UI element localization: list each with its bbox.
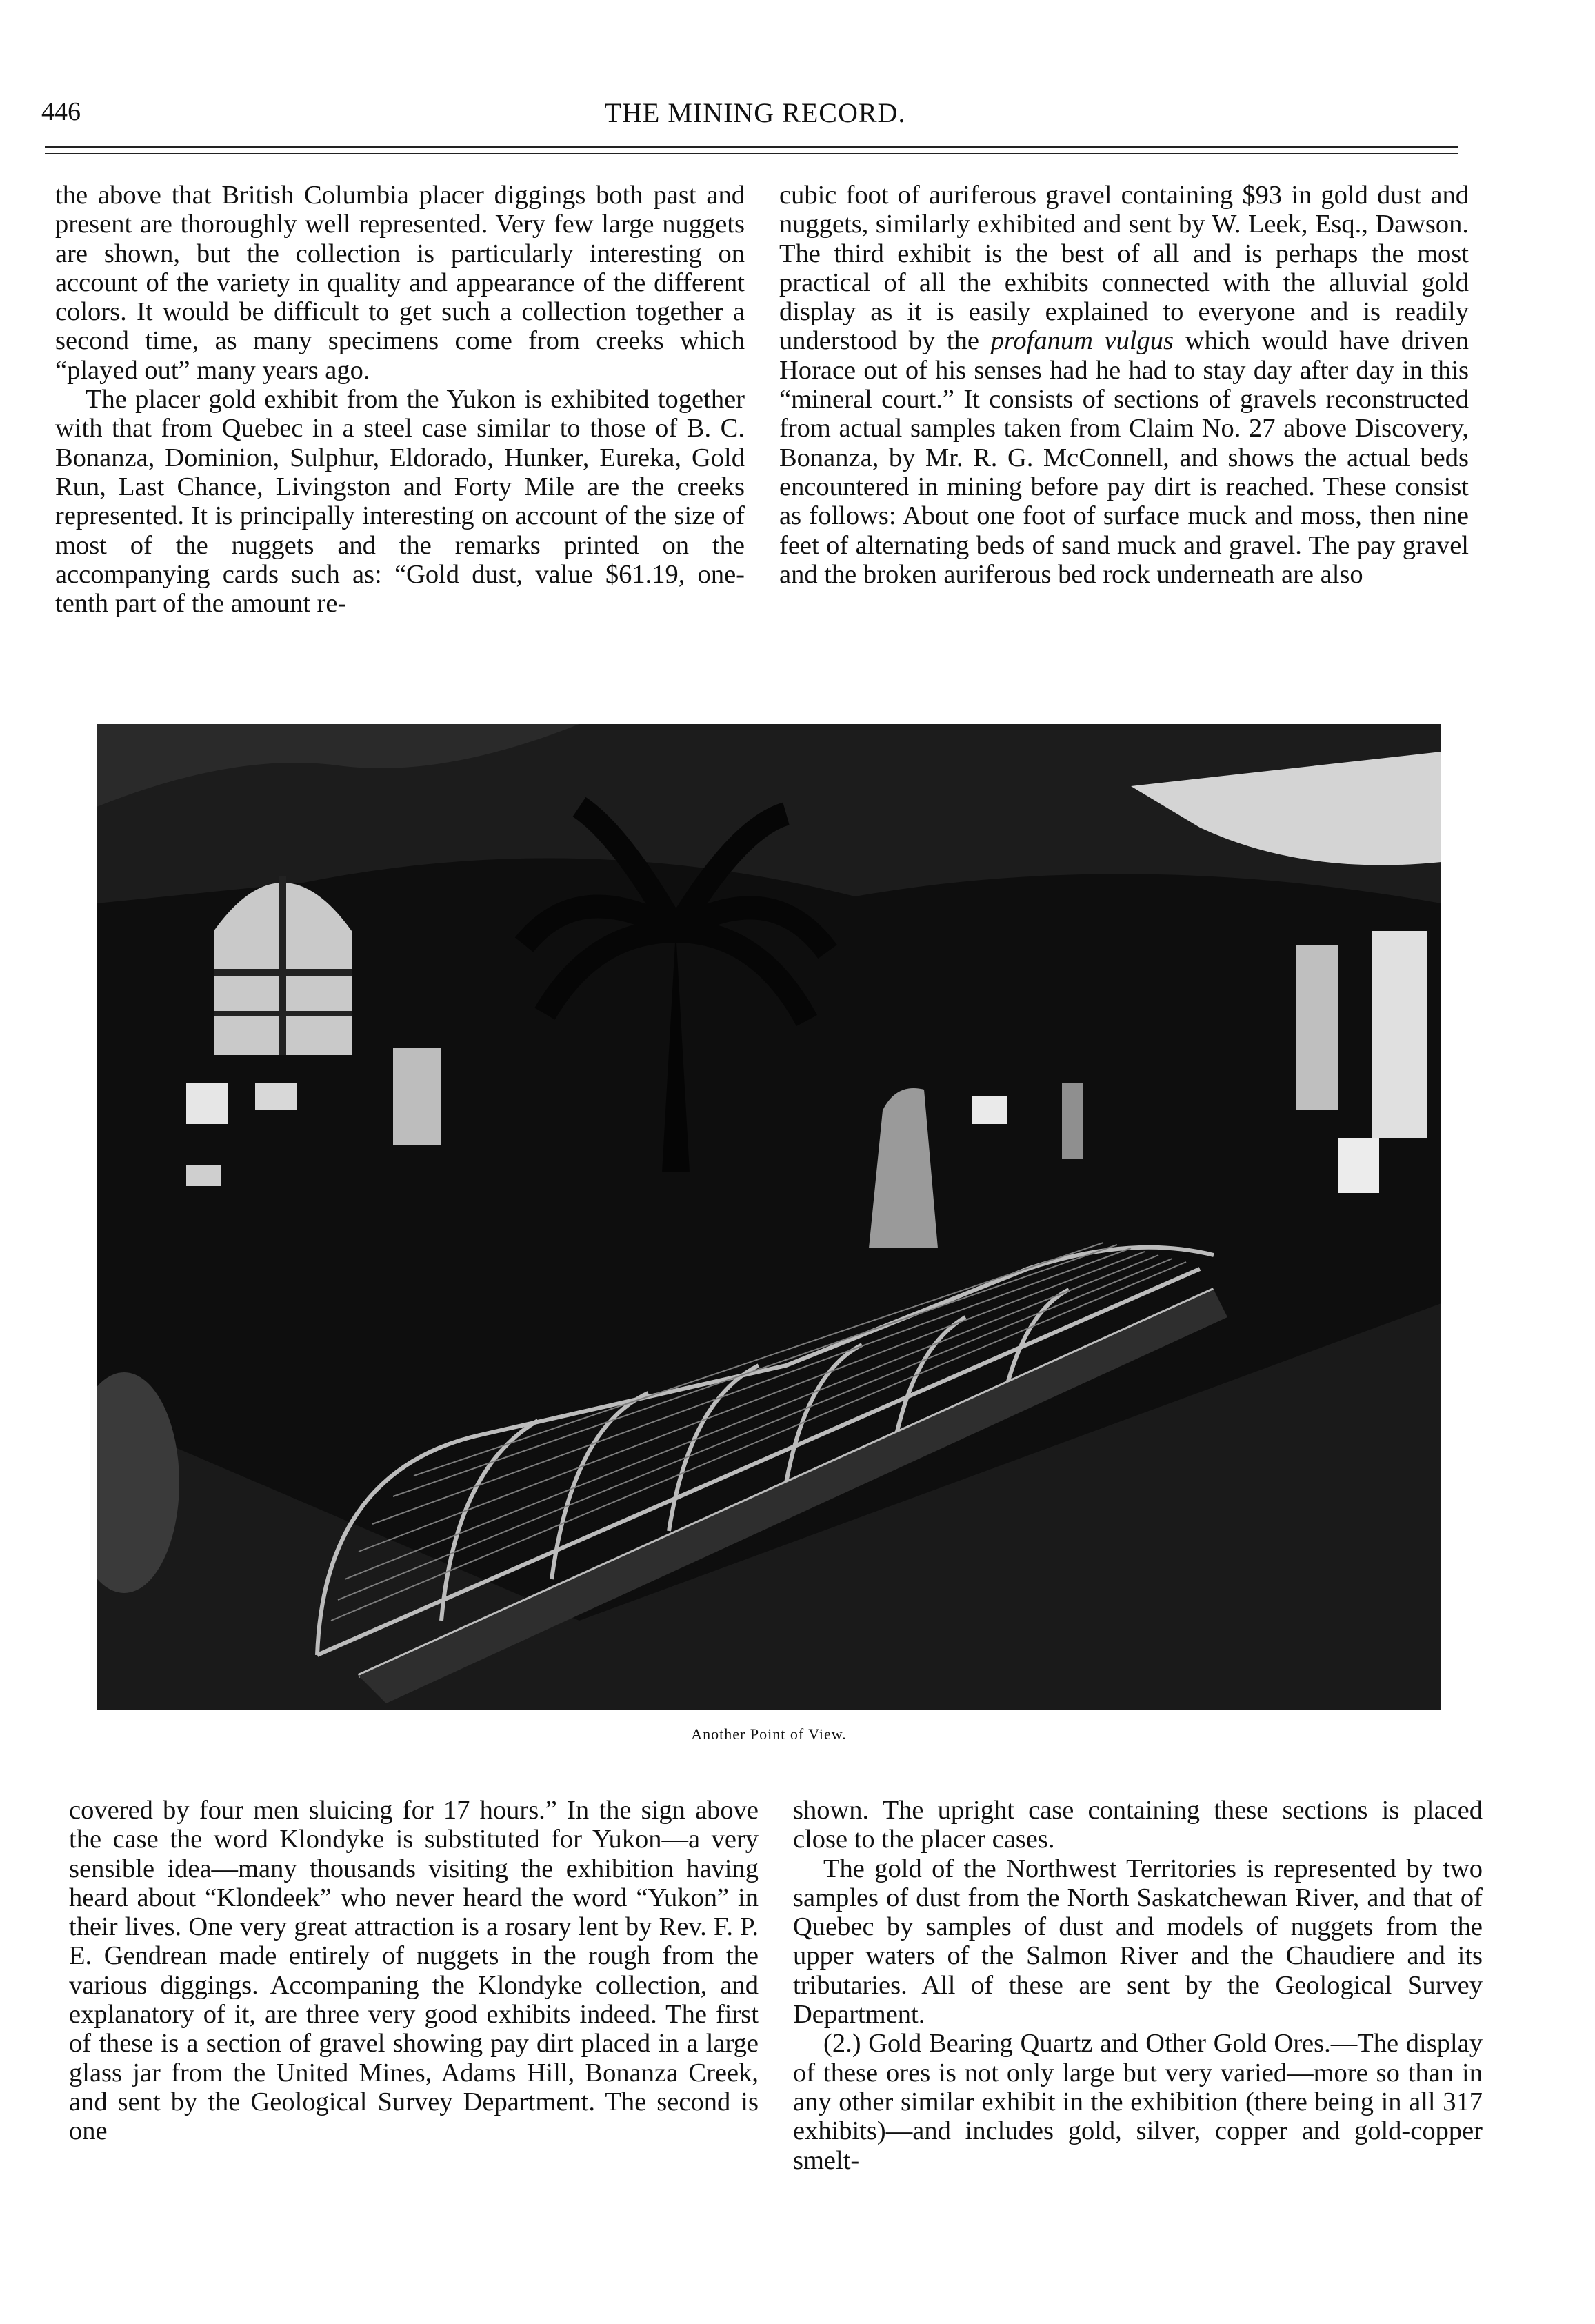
- header-rule-bottom: [45, 153, 1458, 154]
- running-title: THE MINING RECORD.: [604, 97, 906, 128]
- photo-illustration: [97, 724, 1441, 1710]
- page-header: [41, 97, 1469, 138]
- page-number: 446: [41, 97, 81, 126]
- figure-caption: Another Point of View.: [691, 1725, 847, 1743]
- header-rule-top: [45, 146, 1458, 148]
- text-run: cubic foot of auriferous gravel containing $93 in gold dust and nuggets, similarly exhibited and sent by W. Leek, Esq., Dawson. The third exhibit is the best of all and is perhaps the most practical of all the exhibits connected with the alluvial gold display as it is easily explained to everyone and is readily understood by the: [779, 181, 1469, 356]
- paragraph: [779, 181, 1469, 589]
- exhibit-hall-photo: [97, 724, 1441, 1710]
- text-run: which would have driven Horace out of his senses had he had to stay day after day in this “mineral court.” It consists of sections of gravels reconstructed from actual samples taken from Claim No. 27 above Discovery, Bonanza, by Mr. R. G. McConnell, and shows the actual beds encountered in mining before pay dirt is reached. These consist as follows: About one foot of surface muck and moss, then nine feet of alternating beds of sand muck and gravel. The pay gravel and the broken auriferous bed rock underneath are also: [779, 326, 1469, 589]
- paragraph: the above that British Columbia placer diggings both past and present are thoroughly well represented. Very few large nuggets are shown, but the collection is particularly interesting on account of the variety in quality and appearance of the different colors. It would be difficult to get such a collection together a second time, as many specimens come from creeks which “played out” many years ago.: [55, 181, 745, 385]
- section-heading-paragraph: (2.) Gold Bearing Quartz and Other Gold Ores.—The display of these ores is not only large but very varied—more so than in any other similar exhibit in the exhibition (there being in all 317 exhibits)—and includes gold, silver, copper and gold-copper smelt-: [793, 2029, 1483, 2175]
- column-bottom-right: [793, 1796, 1483, 2175]
- paragraph: The placer gold exhibit from the Yukon is exhibited together with that from Quebec in a steel case similar to those of B. C. Bonanza, Dominion, Sulphur, Eldorado, Hunker, Eureka, Gold Run, Last Chance, Livingston and Forty Mile are the creeks represented. It is principally interesting on account of the size of most of the nuggets and the remarks printed on the accompanying cards such as: “Gold dust, value $61.19, one-tenth part of the amount re-: [55, 385, 745, 619]
- paragraph: The gold of the Northwest Territories is represented by two samples of dust from the North Saskatchewan River, and that of Quebec by samples of dust and models of nuggets from the upper waters of the Salmon River and the Chaudiere and its tributaries. All of these are sent by the Geological Survey Department.: [793, 1854, 1483, 2030]
- paragraph: covered by four men sluicing for 17 hours.” In the sign above the case the word Klondyke is substituted for Yukon—a very sensible idea—many thousands visiting the exhibition having heard about “Klondeek” who never heard the word “Yukon” in their lives. One very great attraction is a rosary lent by Rev. F. P. E. Gendrean made entirely of nuggets in the rough from the various diggings. Accompaning the Klondyke collection, and explanatory of it, are three very good exhibits indeed. The first of these is a section of gravel showing pay dirt placed in a large glass jar from the United Mines, Adams Hill, Bonanza Creek, and sent by the Geological Survey Department. The second is one: [69, 1796, 759, 2146]
- column-bottom-left: [69, 1796, 759, 2146]
- paragraph: shown. The upright case containing these sections is placed close to the placer cases.: [793, 1796, 1483, 1854]
- latin-phrase: profanum vulgus: [990, 326, 1174, 356]
- column-top-right: [779, 181, 1469, 589]
- column-top-left: [55, 181, 745, 618]
